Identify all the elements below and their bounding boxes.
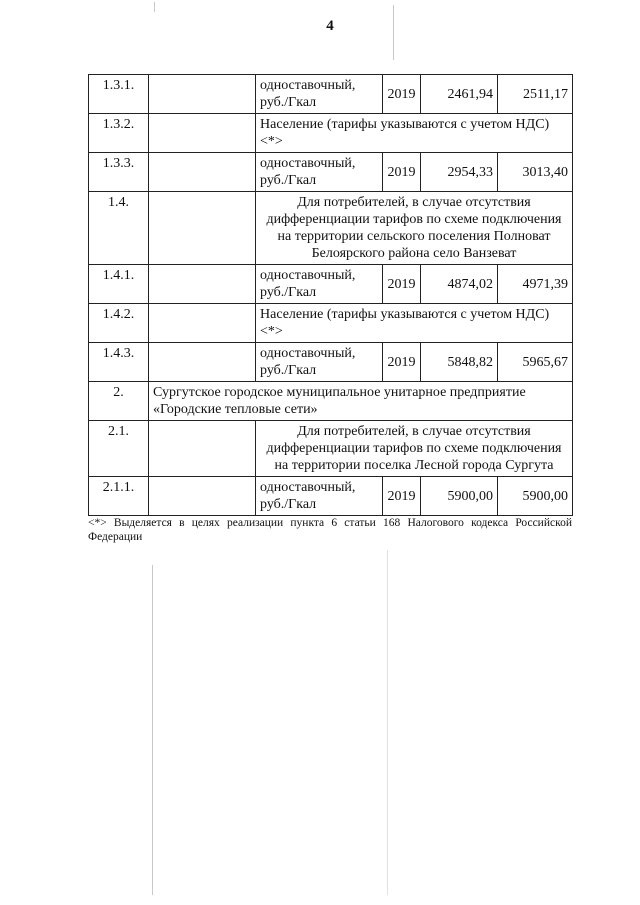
scan-artifact [393,5,394,60]
row-number: 2. [89,382,149,421]
org-cell [149,477,256,516]
row-number: 1.4.1. [89,265,149,304]
scan-artifact [387,550,388,895]
row-number: 1.3.2. [89,114,149,153]
tariff-first-half: 5900,00 [421,477,498,516]
tariff-second-half: 4971,39 [498,265,573,304]
year-cell: 2019 [383,343,421,382]
year-cell: 2019 [383,477,421,516]
table-row [89,114,573,153]
org-cell [149,75,256,114]
org-cell [149,192,256,265]
row-number: 1.4. [89,192,149,265]
year-cell: 2019 [383,265,421,304]
year-cell: 2019 [383,75,421,114]
tariff-second-half: 5900,00 [498,477,573,516]
tariff-first-half: 2461,94 [421,75,498,114]
org-cell [149,343,256,382]
tariff-table [88,74,573,516]
footnote: <*> Выделяется в целях реализации пункта 6 статьи 168 Налогового кодекса Российской Федерации [88,517,572,543]
tariff-second-half: 3013,40 [498,153,573,192]
table-row [89,153,573,192]
row-number: 1.3.1. [89,75,149,114]
table-row [89,382,573,421]
tariff-first-half: 2954,33 [421,153,498,192]
row-number: 2.1.1. [89,477,149,516]
row-number: 1.4.2. [89,304,149,343]
table-row [89,192,573,265]
row-number: 2.1. [89,421,149,477]
scan-artifact [154,2,155,12]
table-row [89,343,573,382]
unit-cell: одноставочный, руб./Гкал [256,265,383,304]
tariff-second-half: 2511,17 [498,75,573,114]
table-row [89,304,573,343]
org-cell [149,304,256,343]
unit-cell: одноставочный, руб./Гкал [256,153,383,192]
table-row [89,421,573,477]
page-number: 4 [326,18,334,34]
group-heading: Для потребителей, в случае отсутствия дифференциации тарифов по схеме подключения на территории сельского поселения Полноват Белоярского района село Ванзеват [256,192,573,265]
table-row [89,477,573,516]
table-row [89,265,573,304]
org-cell [149,153,256,192]
row-number: 1.3.3. [89,153,149,192]
tariff-second-half: 5965,67 [498,343,573,382]
unit-cell: одноставочный, руб./Гкал [256,477,383,516]
org-cell [149,114,256,153]
tariff-first-half: 5848,82 [421,343,498,382]
row-number: 1.4.3. [89,343,149,382]
org-cell [149,421,256,477]
group-heading: Население (тарифы указываются с учетом НДС) <*> [256,304,573,343]
group-heading: Для потребителей, в случае отсутствия дифференциации тарифов по схеме подключения на территории поселка Лесной города Сургута [256,421,573,477]
year-cell: 2019 [383,153,421,192]
organization-name: Сургутское городское муниципальное унитарное предприятие «Городские тепловые сети» [149,382,573,421]
tariff-first-half: 4874,02 [421,265,498,304]
unit-cell: одноставочный, руб./Гкал [256,343,383,382]
scan-artifact [152,565,153,895]
unit-cell: одноставочный, руб./Гкал [256,75,383,114]
group-heading: Население (тарифы указываются с учетом НДС) <*> [256,114,573,153]
org-cell [149,265,256,304]
table-row [89,75,573,114]
